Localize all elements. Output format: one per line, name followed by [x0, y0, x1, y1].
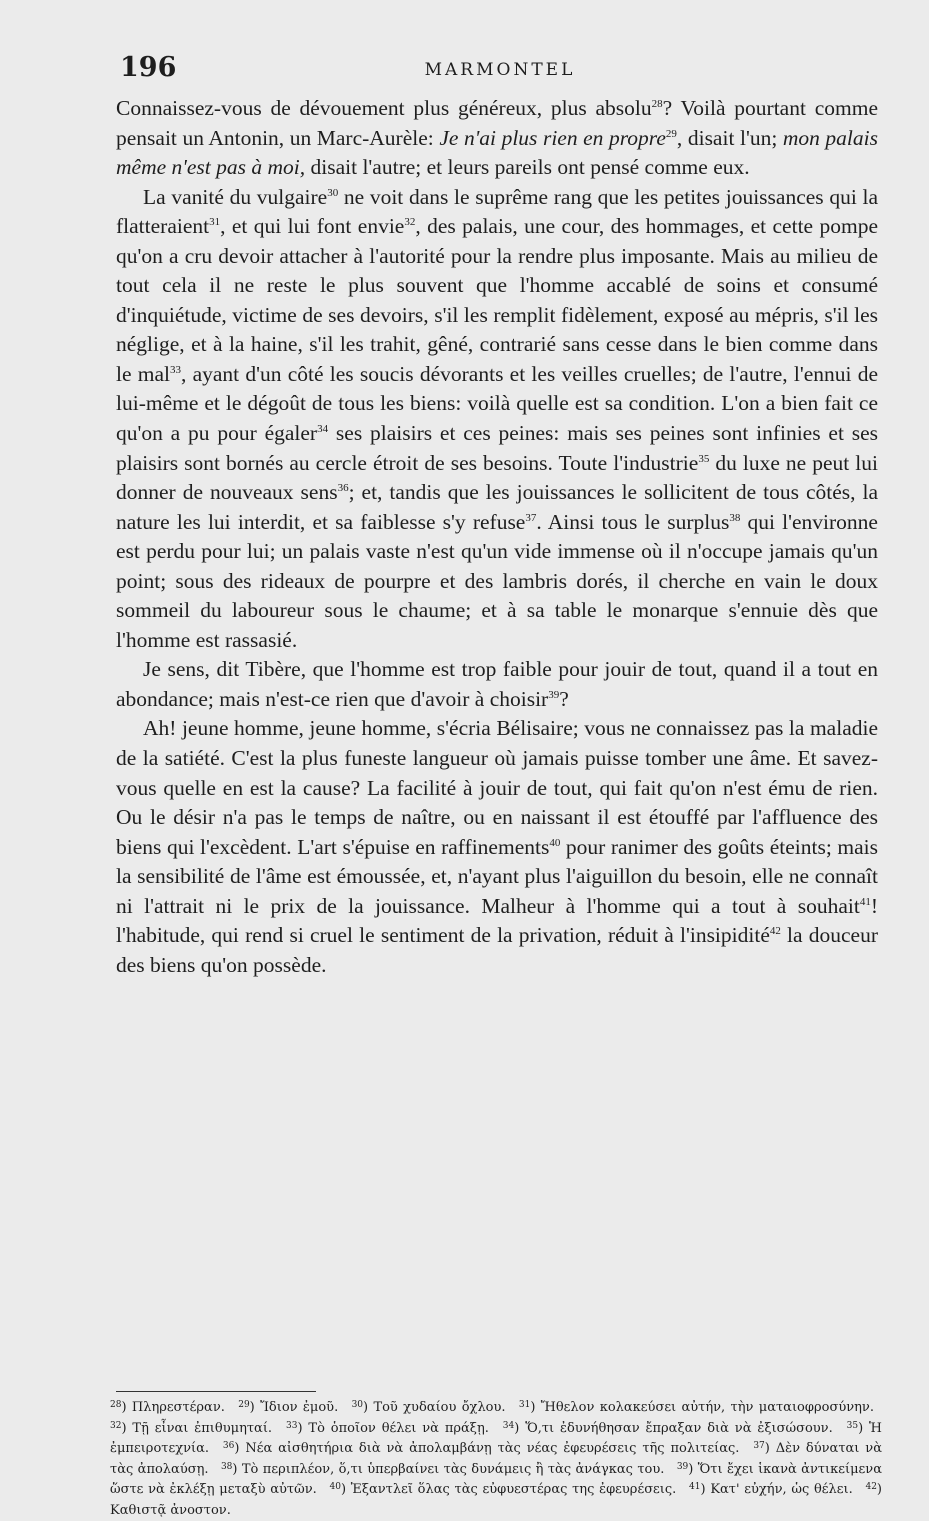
text-run: , des palais, une cour, des hommages, et cette pompe qu'on a cru devoir attacher à l'autorité pour la rendre plus imposante. Mais au milieu de tout cela il ne reste le plus souvent que l'homme accablé de soins et consumé d'inquiétude, victime de ses devoirs, s'il les remplit fidèlement, exposé au mépris, s'il les néglige, et à la haine, s'il les trahit, gêné, contrarié sans cesse dans le bien comme dans le mal — [116, 214, 878, 386]
footnote-ref: 39 — [548, 688, 560, 701]
text-run: ne voit dans le suprême rang que les petites jouissances qui la flatteraient — [116, 184, 878, 239]
footnote-ref: 40 — [549, 836, 561, 849]
text-run: ? Voilà pourtant comme pensait un Antonin, un Marc-Aurèle: — [116, 96, 878, 150]
paragraph-4 — [116, 714, 878, 980]
footnote-ref: 42 — [769, 925, 781, 938]
footnote: $^{35}$) Ἡ ἐμπειροτεχνία. — [110, 1420, 882, 1456]
footnote: $^{36}$) Νέα αἰσθητήρια διὰ νὰ ἀπολαμβάνῃ τὰς νέας ἐφευρέσεις τῆς πολιτείας. — [222, 1441, 740, 1456]
footnote-ref: 29 — [665, 127, 677, 140]
text-run: du luxe ne peut lui donner de nouveaux sens — [116, 450, 878, 505]
footnote: $^{39}$) Ὅτι ἔχει ἱκανὰ ἀντικείμενα ὥστε νὰ ἐκλέξῃ μεταξὺ αὐτῶν. — [110, 1461, 882, 1497]
text-run: , et qui lui font envie — [220, 214, 405, 239]
footnote-ref: 30 — [327, 186, 339, 199]
text-run: ! l'habitude, qui rend si cruel le sentiment de la privation, réduit à l'insipidité — [116, 893, 878, 948]
footnote: $^{38}$) Τὸ περιπλέον, ὅ,τι ὑπερβαίνει τὰς δυνάμεις ἢ τὰς ἀνάγκας του. — [220, 1461, 665, 1477]
footnote: $^{28}$) Πληρεστέραν. — [110, 1400, 225, 1415]
text-run: ses plaisirs et ces peines: mais ses peines sont infinies et ses plaisirs sont bornés au cercle étroit de ses besoins. Toute l'industrie — [116, 421, 879, 475]
footnote-ref: 28 — [651, 98, 663, 110]
footnote: $^{33}$) Τὸ ὁποῖον θέλει νὰ πράξῃ. — [285, 1420, 489, 1436]
text-run: disait l'autre; et leurs pareils ont pensé comme eux. — [305, 155, 750, 180]
footnote-ref: 35 — [698, 452, 710, 465]
footnote: $^{37}$) Δὲν δύναται νὰ τὰς ἀπολαύσῃ. — [110, 1441, 882, 1477]
text-run: La vanité du vulgaire — [143, 184, 328, 209]
text-run: Je sens, dit Tibère, que l'homme est trop faible pour jouir de tout, quand il a tout en abondance; mais n'est-ce rien que d'avoir à choisir — [116, 657, 878, 711]
text-run: pour ranimer des goûts éteints; mais la sensibilité de l'âme est émoussée, et, n'ayant plus l'aiguillon du besoin, elle ne connaît ni l'attrait ni le prix de la jouissance. Malheur à l'homme qui a tout à souhait — [116, 834, 878, 918]
page-header — [120, 52, 880, 92]
footnote: $^{42}$) Καθιστᾷ ἀνοστον. — [110, 1482, 882, 1518]
italic-quote: mon palais même n'est pas à moi, — [116, 125, 879, 180]
footnote: $^{40}$) Ἐξαντλεῖ ὅλας τὰς εὐφυεστέρας της ἐφευρέσεις. — [329, 1482, 677, 1497]
text-run: . Ainsi tous le surplus — [536, 509, 730, 534]
footnote: $^{31}$) Ἤθελον κολακεύσει αὐτήν, τὴν ματαιοφροσύνην. — [518, 1400, 874, 1415]
footnote: $^{34}$) Ὅ,τι ἐδυνήθησαν ἔπραξαν διὰ νὰ ἐξισώσουν. — [502, 1420, 833, 1436]
text-run: Connaissez-vous de dévouement plus généreux, plus absolu — [116, 96, 652, 120]
footnote-ref: 36 — [337, 482, 349, 495]
paragraph-1 — [116, 94, 878, 183]
footnote: $^{41}$) Κατ' εὐχήν, ὡς θέλει. — [689, 1482, 853, 1497]
paragraph-3 — [116, 655, 878, 714]
text-run: , disait l'un; — [676, 125, 783, 150]
footnote: $^{32}$) Τῇ εἶναι ἐπιθυμηταί. — [110, 1420, 273, 1436]
text-run: qui l'environne est perdu pour lui; un palais vaste n'est qu'un vide immense où il n'occupe jamais qu'un point; sous des rideaux de pourpre et des lambris dorés, il cherche en vain le doux sommeil du laboureur sous le chaume; et à sa table le monarque s'ennuie dès que l'homme est rassasié. — [116, 509, 878, 652]
footnote-ref: 41 — [859, 895, 871, 908]
text-run: Ah! jeune homme, jeune homme, s'écria Bélisaire; vous ne connaissez pas la maladie de la satiété. C'est la plus funeste langueur où jamais puisse tomber une âme. Et savez-vous quelle en est la cause? La facilité à jouir de tout, qui fait qu'on n'est ému de rien. Ou le désir n'a pas le temps de naître, ou en naissant il est étouffé par l'affluence des biens qui l'excèdent. L'art s'épuise en raffinements — [116, 716, 878, 859]
footnote: $^{30}$) Τοῦ χυδαίου ὄχλου. — [351, 1400, 506, 1415]
page-number: 196 — [120, 52, 177, 83]
main-text — [116, 94, 878, 980]
text-run: ; et, tandis que les jouissances le sollicitent de tous côtés, la nature les lui interdit, et sa faiblesse s'y refuse — [116, 480, 878, 534]
text-run: ? — [559, 686, 569, 711]
footnote-ref: 34 — [317, 423, 329, 436]
footnote-rule — [116, 1391, 316, 1392]
footnote-ref: 38 — [729, 511, 741, 524]
footnote-ref: 33 — [169, 363, 181, 376]
footnote-ref: 37 — [525, 511, 537, 524]
footnote-ref: 32 — [404, 216, 416, 229]
italic-quote: Je n'ai plus rien en propre — [439, 125, 666, 150]
text-run: , ayant d'un côté les soucis dévorants et les veilles cruelles; de l'autre, l'ennui de lui-même et le dégoût de tous les biens: voilà quelle est sa condition. L'on a bien fait ce qu'on a pu pour égaler — [116, 361, 878, 446]
footnotes — [110, 1398, 882, 1521]
running-title: MARMONTEL — [424, 60, 576, 80]
text-run: la douceur des biens qu'on possède. — [116, 923, 878, 977]
footnote: $^{29}$) Ἴδιον ἐμοῦ. — [238, 1400, 339, 1415]
paragraph-2 — [116, 183, 878, 656]
footnote-ref: 31 — [209, 216, 221, 229]
